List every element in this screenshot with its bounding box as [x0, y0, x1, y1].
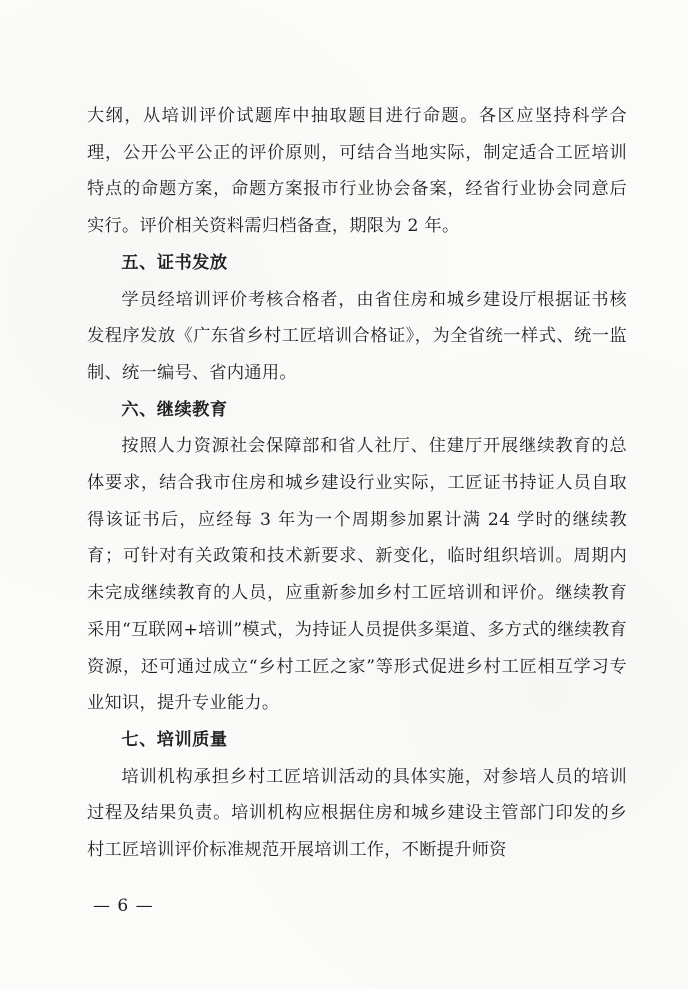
section-heading-continuing-education: 六、继续教育 — [121, 399, 228, 420]
document-body — [87, 98, 627, 869]
section-heading-certificate-issuance: 五、证书发放 — [121, 252, 228, 273]
paragraph-training-quality: 培训机构承担乡村工匠培训活动的具体实施，对参培人员的培训过程及结果负责。培训机构应根据住房和城乡建设主管部门印发的乡村工匠培训评价标准规范开展培训工作，不断提升师资 — [87, 766, 627, 861]
paragraph-exam-outline: 大纲，从培训评价试题库中抽取题目进行命题。各区应坚持科学合理，公开公平公正的评价原则，可结合当地实际，制定适合工匠培训特点的命题方案，命题方案报市行业协会备案，经省行业协会同意后实行。评价相关资料需归档备查，期限为 2 年。 — [87, 106, 627, 237]
page-number: — 6 — — [93, 896, 154, 916]
section-heading-training-quality: 七、培训质量 — [121, 729, 228, 750]
paragraph-continuing-education: 按照人力资源社会保障部和省人社厅、住建厅开展继续教育的总体要求，结合我市住房和城乡建设行业实际，工匠证书持证人员自取得该证书后，应经每 3 年为一个周期参加累计满 24 学时的继续教育；可针对有关政策和技术新要求、新变化，临时组织培训。周期内未完成继续教育的人员，应重新参加乡村工匠培训和评价。继续教育采用“互联网+培训”模式，为持证人员提供多渠道、多方式的继续教育资源，还可通过成立“乡村工匠之家”等形式促进乡村工匠相互学习专业知识，提升专业能力。 — [87, 436, 628, 714]
paragraph-certificate-issuance: 学员经培训评价考核合格者，由省住房和城乡建设厅根据证书核发程序发放《广东省乡村工匠培训合格证》，为全省统一样式、统一监制、统一编号、省内通用。 — [87, 289, 627, 383]
